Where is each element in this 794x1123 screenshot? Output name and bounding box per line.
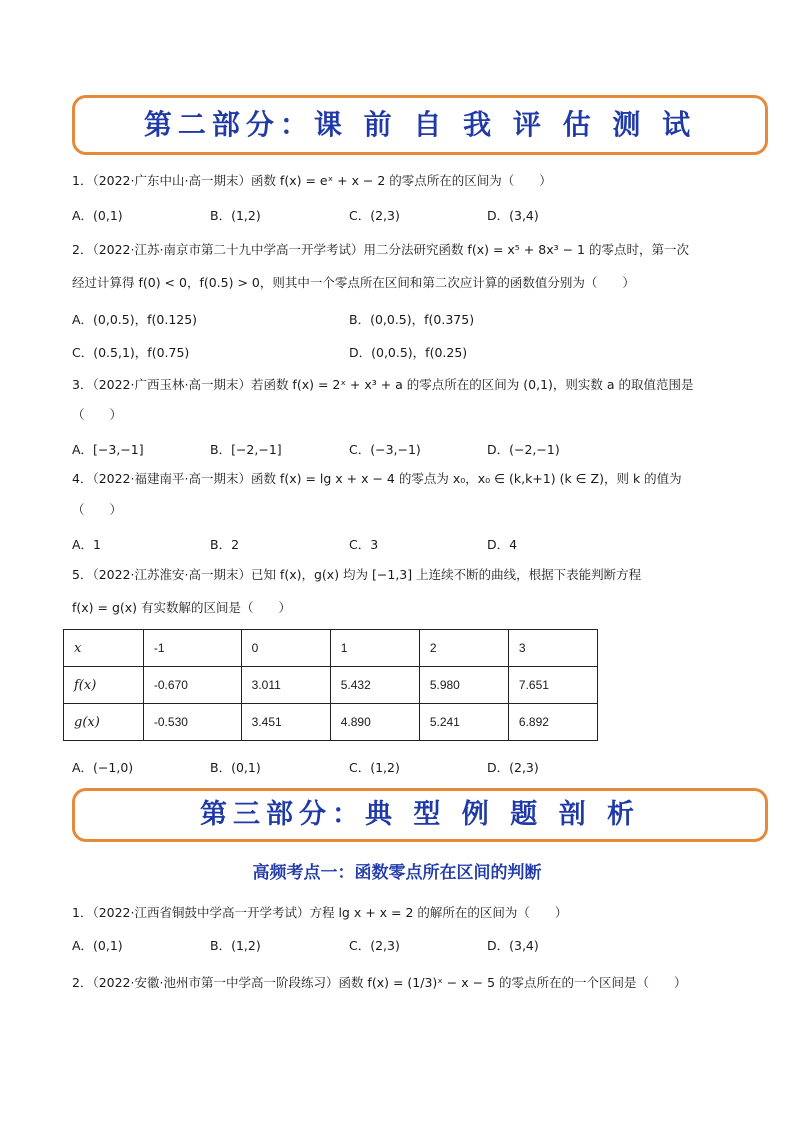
question-1-option-d[interactable]: D．(3,4) — [487, 208, 539, 223]
question-1-option-a[interactable]: A．(0,1) — [72, 208, 123, 223]
question-3-option-d[interactable]: D．(−2,−1) — [487, 442, 560, 457]
question-4-option-c[interactable]: C．3 — [349, 537, 379, 552]
question-3-stem-line-1: 3．（2022·广西玉林·高一期末）若函数 f(x) = 2ˣ + x³ + a 的零点所在的区间为 (0,1)，则实数 a 的取值范围是 — [72, 377, 694, 392]
table-cell: -0.670 — [143, 667, 241, 704]
practice-2-stem: 2．（2022·安徽·池州市第一中学高一阶段练习）函数 f(x) = (1/3)ˣ − x − 5 的零点所在的一个区间是（ ） — [72, 975, 687, 990]
table-cell: x — [64, 630, 144, 667]
practice-1-option-d[interactable]: D．(3,4) — [487, 938, 539, 953]
question-1-stem: 1．（2022·广东中山·高一期末）函数 f(x) = eˣ + x − 2 的零点所在的区间为（ ） — [72, 173, 552, 188]
question-3-option-a[interactable]: A．[−3,−1] — [72, 442, 144, 457]
section-3-banner — [72, 788, 768, 842]
question-4-option-b[interactable]: B．2 — [210, 537, 240, 552]
question-5-option-c[interactable]: C．(1,2) — [349, 760, 400, 775]
table-cell: 2 — [419, 630, 508, 667]
section-2-banner — [72, 95, 768, 155]
table-cell: f(x) — [64, 667, 144, 704]
question-5-stem-line-1: 5．（2022·江苏淮安·高一期末）已知 f(x)，g(x) 均为 [−1,3] 上连续不断的曲线，根据下表能判断方程 — [72, 567, 642, 582]
table-cell: 3.451 — [241, 704, 330, 741]
question-1-option-c[interactable]: C．(2,3) — [349, 208, 400, 223]
table-row-g — [64, 704, 598, 741]
table-cell: 1 — [330, 630, 419, 667]
question-5-stem-line-2: f(x) = g(x) 有实数解的区间是（ ） — [72, 600, 292, 615]
table-cell: 0 — [241, 630, 330, 667]
table-cell: 5.241 — [419, 704, 508, 741]
question-5-option-b[interactable]: B．(0,1) — [210, 760, 261, 775]
table-row-f — [64, 667, 598, 704]
table-cell: g(x) — [64, 704, 144, 741]
section-3-title: 第三部分：典 型 例 题 剖 析 — [200, 799, 640, 830]
question-1-option-b[interactable]: B．(1,2) — [210, 208, 261, 223]
question-2-option-d[interactable]: D．(0,0.5)，f(0.25) — [349, 345, 468, 360]
table-cell: 7.651 — [508, 667, 597, 704]
values-table — [63, 629, 598, 741]
question-2-option-a[interactable]: A．(0,0.5)，f(0.125) — [72, 312, 198, 327]
question-2-stem-line-1: 2．（2022·江苏·南京市第二十九中学高一开学考试）用二分法研究函数 f(x) = x⁵ + 8x³ − 1 的零点时，第一次 — [72, 242, 689, 257]
table-cell: 5.432 — [330, 667, 419, 704]
table-cell: 6.892 — [508, 704, 597, 741]
question-3-option-c[interactable]: C．(−3,−1) — [349, 442, 421, 457]
practice-1-option-b[interactable]: B．(1,2) — [210, 938, 261, 953]
question-4-stem-line-1: 4．（2022·福建南平·高一期末）函数 f(x) = lg x + x − 4 的零点为 x₀，x₀ ∈ (k,k+1) (k ∈ Z)，则 k 的值为 — [72, 471, 682, 486]
table-cell: -1 — [143, 630, 241, 667]
question-4-stem-line-2: （ ） — [72, 502, 123, 517]
question-2-option-b[interactable]: B．(0,0.5)，f(0.375) — [349, 312, 475, 327]
question-5-option-d[interactable]: D．(2,3) — [487, 760, 539, 775]
table-cell: 4.890 — [330, 704, 419, 741]
question-2-stem-line-2: 经过计算得 f(0) < 0，f(0.5) > 0，则其中一个零点所在区间和第二次应计算的函数值分别为（ ） — [72, 275, 635, 290]
question-3-option-b[interactable]: B．[−2,−1] — [210, 442, 282, 457]
practice-1-option-c[interactable]: C．(2,3) — [349, 938, 400, 953]
table-cell: 5.980 — [419, 667, 508, 704]
table-cell: 3.011 — [241, 667, 330, 704]
question-5-option-a[interactable]: A．(−1,0) — [72, 760, 134, 775]
table-cell: 3 — [508, 630, 597, 667]
section-3-subtitle: 高频考点一：函数零点所在区间的判断 — [252, 863, 542, 883]
table-cell: -0.530 — [143, 704, 241, 741]
question-2-option-c[interactable]: C．(0.5,1)，f(0.75) — [72, 345, 190, 360]
question-4-option-a[interactable]: A．1 — [72, 537, 102, 552]
question-4-option-d[interactable]: D．4 — [487, 537, 518, 552]
table-header-row — [64, 630, 598, 667]
practice-1-option-a[interactable]: A．(0,1) — [72, 938, 123, 953]
question-3-stem-line-2: （ ） — [72, 407, 123, 422]
practice-1-stem: 1．（2022·江西省铜鼓中学高一开学考试）方程 lg x + x = 2 的解所在的区间为（ ） — [72, 905, 568, 920]
section-2-title: 第二部分：课 前 自 我 评 估 测 试 — [143, 108, 697, 141]
